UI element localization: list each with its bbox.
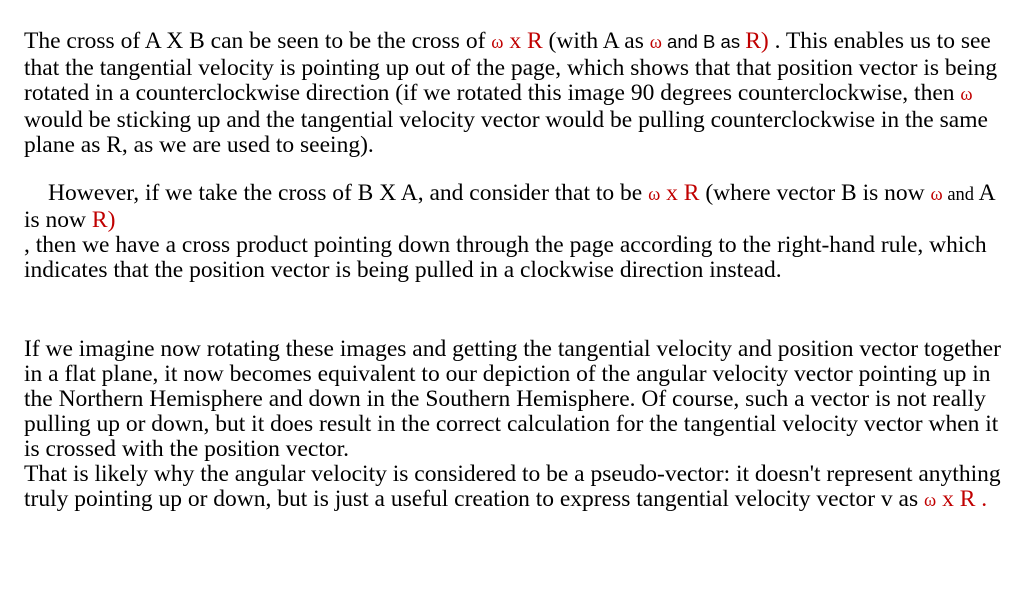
p2-text-4: , then we have a cross product pointing down through the page according to the right-hand rule, which indicates that the position vector is being pulled in a clockwise direction instead. <box>24 232 987 283</box>
omega-symbol: ω <box>649 33 662 53</box>
p1-text-4: would be sticking up and the tangential velocity vector would be pulling counterclockwise in the same plane as R, as we are used to seeing). <box>24 107 988 158</box>
p1-text-3: This enables us to see that the tangential velocity is pointing up out of the page, which shows that that position vector is being rotated in a counterclockwise direction (if we rotated this image 90 degrees counterclockwise, then <box>24 28 998 106</box>
r-term: R) <box>91 207 116 233</box>
cross-r-term: x R <box>936 486 976 512</box>
and-b-as-label: and B as <box>661 31 746 52</box>
omega-symbol: ω <box>960 85 973 105</box>
and-label: and <box>942 185 975 205</box>
period-mark: . <box>768 28 781 54</box>
p3-text-1: If we imagine now rotating these images and getting the tangential velocity and position vector together in a flat plane, it now becomes equivalent to our depiction of the angular velocity vector pointing up in the Northern Hemisphere and down in the Southern Hemisphere. Of course, such a vector is not really pulling up or down, but it does result in the correct calculation for the tangential velocity vector when it is crossed with the position vector. <box>24 336 1001 462</box>
paragraph-cross-a-x-b <box>24 29 1004 158</box>
paragraph-pseudo-vector <box>24 337 1004 514</box>
omega-symbol: ω <box>930 185 943 205</box>
p3-text-2: That is likely why the angular velocity is considered to be a pseudo-vector: it doesn't represent anything truly pointing up or down, but is just a useful creation to express tangential velocity vector v as <box>24 461 1001 512</box>
omega-symbol: ω <box>648 185 661 205</box>
p1-text-1: The cross of A X B can be seen to be the cross of <box>24 28 492 54</box>
p2-text-2: (where vector B is now <box>699 180 931 206</box>
p1-text-2: (with A as <box>542 28 650 54</box>
cross-r-term: x R <box>660 180 700 206</box>
cross-r-term: x R <box>503 28 543 54</box>
omega-symbol: ω <box>924 491 937 511</box>
r-term: R) <box>745 28 769 54</box>
omega-symbol: ω <box>491 33 504 53</box>
p2-text-1: However, if we take the cross of B X A, and consider that to be <box>48 180 649 206</box>
period-mark: . <box>975 486 988 512</box>
paragraph-cross-b-x-a <box>24 181 1004 283</box>
p2-text-3: A is now <box>24 180 995 233</box>
